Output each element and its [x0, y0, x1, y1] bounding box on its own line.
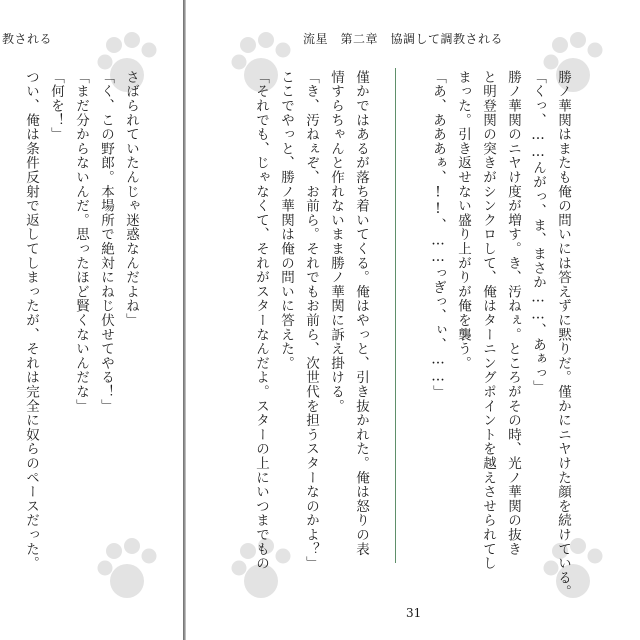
text-line: 「き、汚ねぇぞ、お前ら。それでもお前ら、次世代を担うスターなのかよ？」: [303, 70, 319, 571]
text-line: と明登関の突きがシンクロして、俺はターニングポイントを越えさせられてし: [480, 70, 496, 571]
text-line: 「あ、あああぁ、!!、……っぎっ、ぃ、……」: [430, 70, 446, 400]
text-line: 「く、この野郎。本場所で絶対にねじ伏せてやる！」: [98, 70, 114, 414]
section-divider: [395, 68, 396, 563]
text-line: 僅かではあるが落ち着いてくる。俺はやっと、引き抜かれた。俺は怒りの表: [353, 70, 369, 557]
text-line: 勝ノ華関のニヤけ度が増す。き、汚ねぇ。ところがその時、光ノ華関の抜き: [505, 70, 521, 557]
text-line: 「くっ、……んがっ、ま、まさか……、あぁっ」: [530, 70, 546, 395]
text-line: 「それでも、じゃなくて、それがスターなんだよ。スターの上にいつまでもの: [253, 70, 269, 571]
text-line: ここでやっと、勝ノ華関は俺の問いに答えた。: [278, 70, 294, 371]
left-page: [0, 0, 184, 640]
left-body-text: [18, 70, 143, 590]
text-line: 勝ノ華関はまたも俺の問いには答えずに黙りだ。僅かにニヤけた顔を続けている。: [555, 70, 571, 600]
text-line: 情すらちゃんと作れないまま勝ノ華関に訴え掛ける。: [328, 70, 344, 414]
right-body-text-lower: [248, 70, 373, 590]
text-line: まった。引き返せない盛り上がりが俺を襲う。: [455, 70, 471, 371]
right-body-text-upper: [425, 70, 575, 600]
page-number: 31: [406, 606, 422, 620]
left-page-header: 教される: [2, 32, 53, 46]
right-page-header: 流星 第二章 協調して調教される: [303, 32, 504, 46]
text-line: つい、俺は条件反射で返してしまったが、それは完全に奴らのペースだった。: [23, 70, 39, 571]
text-line: 「何を！」: [48, 70, 64, 142]
text-line: 「まだ分からないんだ。思ったほど賢くないんだな」: [73, 70, 89, 414]
text-line: さばられていたんじゃ迷惑なんだよね」: [123, 70, 139, 328]
